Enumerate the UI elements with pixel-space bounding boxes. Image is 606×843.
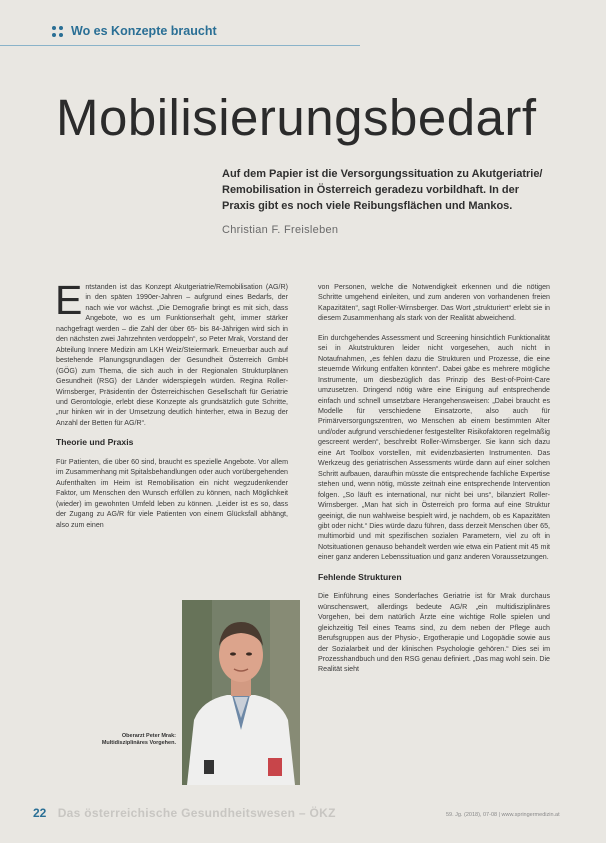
article-author: Christian F. Freisleben [222,224,339,236]
page-footer [33,806,336,820]
paragraph: Für Patienten, die über 60 sind, braucht es spezielle Angebote. Vor allem im Zusammenhang mit Spitalsbehandlungen oder auch vorübergehenden Aufenthalten im Heim ist Remobilisation ein nicht wegzudenkender Faktor, um Menschen den Wunsch erfüllen zu können, nach Möglichkeit (wieder) im gewohnten Umfeld leben zu können. „Leider ist es so, dass der Zugang zu AG/R für viele Patienten von einem Glücksfall abhängt, also zum einen [56,457,288,529]
drop-cap: E [55,277,83,323]
paragraph-text: ntstanden ist das Konzept Akutgeriatrie/Remobilisation (AG/R) in den späten 1990er-Jahren – aufgrund eines Bedarfs, der nach wie vor wächst. „Die Demografie bringt es mit sich, dass Angebote, wo es um Funktionserhalt geht, immer stärker nachgefragt werden – die Zahl der über 65- bis 84-Jährigen wird sich in den nächsten zwei Jahrzehnten verdoppeln“, so Peter Mrak, Vorstand der Abteilung Innere Medizin am LKH Weiz/Steiermark. Erneuerbar auch auf bestehende Planungsgrundlagen der Gesundheit Österreich GmbH (GÖG) zum Thema, die sich auch in der Regionalen Strukturplänen Gesundheit (RSG) der Länder widerspiegeln würden. Regina Roller-Wirnsberger, Präsidentin der Österreichischen Gesellschaft für Geriatrie und Gerontologie, erlebt diese Konzepte als grundsätzlich gute Schritte, „nur hinken wir in der Umsetzung deutlich hinterher, etwa in Bezug der Anzahl der Betten für AG/R“. [56,283,288,427]
text-column-right [318,282,550,684]
text-column-left [55,277,288,539]
article-lead: Auf dem Papier ist die Versorgungssituation zu Akutgeriatrie/ Remobilisation in Österreich geradezu vorbildhaft. In der Praxis gibt es noch viele Reibungsflächen und Mankos. [222,168,543,212]
paragraph [55,277,288,428]
article-title: Mobilisierungsbedarf [56,89,537,146]
page-number: 22 [33,806,47,820]
issue-info: 59. Jg. (2018), 07-08 | www.springermedizin.at [446,812,560,818]
paragraph: Ein durchgehendes Assessment und Screening hinsichtlich Funktionalität sei in Akutstrukturen leider nicht vorgesehen, auch nicht in Notaufnahmen, „es fehlen dazu die Strukturen und Prozesse, die eine steuernde Wirkung entfalten könnten“. Dabei gäbe es mehrere mögliche Instrumente, um diesbezüglich das Prinzip des Best-of-Point-Care umzusetzen. Dringend nötig wäre eine Einigung auf entsprechende einfach und schnell umsetzbare Herangehensweisen: „Dabei braucht es Modelle für verschiedene Einsatzorte, also auch für Primärversorgungszentren, wo Menschen ab einem bestimmten Alter und/oder aufgrund verschiedener festgestellter Risikofaktoren regelmäßig gescreent werden“, beschreibt Roller-Wirnsberger. Sie kann sich dazu eine Art Toolbox vorstellen, mit evidenzbasierten Instrumenten. Das Werkzeug des geriatrischen Assessments würde dann auf einer solchen Schritt aufbauen, daraufhin müsste die entsprechende fachliche Expertise stehen und, wenn nötig, müsste zeitnah eine entsprechende Intervention folgen. „So läuft es international, nur nicht bei uns“, bilanziert Roller-Wirnsberger. „Man hat sich in Österreich pro forma auf eine Struktur geeinigt, die nun wahlweise bespielt wird, je nachdem, ob es Kapazitäten gibt oder nicht.“ Dies würde dazu führen, dass derzeit Menschen über 65, multimorbid und mit spezifischen sozialen Parametern, viel zu oft in Notsituationen genauso behandelt werden wie etwa ein Patient mit 45 mit einer ganz anderen Lebenssituation und ganz anderen Voraussetzungen. [318,333,550,562]
header-divider [0,45,360,46]
portrait-figure-icon [182,600,300,785]
section-label: Wo es Konzepte braucht [71,24,217,38]
magazine-name: Das österreichische Gesundheitswesen – ÖKZ [57,806,336,820]
section-header [52,24,217,38]
paragraph: Die Einführung eines Sonderfaches Geriatrie ist für Mrak durchaus wünschenswert, allerdings bedeute AG/R „ein multidisziplinäres Vorgehen, bei dem natürlich Ärzte eine wichtige Rolle spielen und gleichzeitig Teil eines Teams sind, zu dem neben der Pflege auch Berufsgruppen aus der Physio-, Ergotherapie und Logopädie sowie aus der Sozialarbeit und der klinischen Psychologie gehören.“ Dies sei im Prozesshandbuch und den RSG genau definiert. „Das mag wohl sein. Die Realität sieht [318,592,550,674]
grid-dots-icon [52,26,63,37]
paragraph: von Personen, welche die Notwendigkeit erkennen und die nötigen Schritte umgehend einleiten, und zum anderen von vorhandenen freien Kapazitäten“, sagt Roller-Wirnsberger. Das Wort „strukturiert“ erlebt sie in diesem Zusammenhang als stark von der Realität abweichend. [318,283,550,323]
subheading-theorie: Theorie und Praxis [56,437,134,448]
portrait-photo [182,600,300,785]
subheading-strukturen: Fehlende Strukturen [318,571,402,582]
photo-caption: Oberarzt Peter Mrak: Multidisziplinäres Vorgehen. [101,733,176,746]
